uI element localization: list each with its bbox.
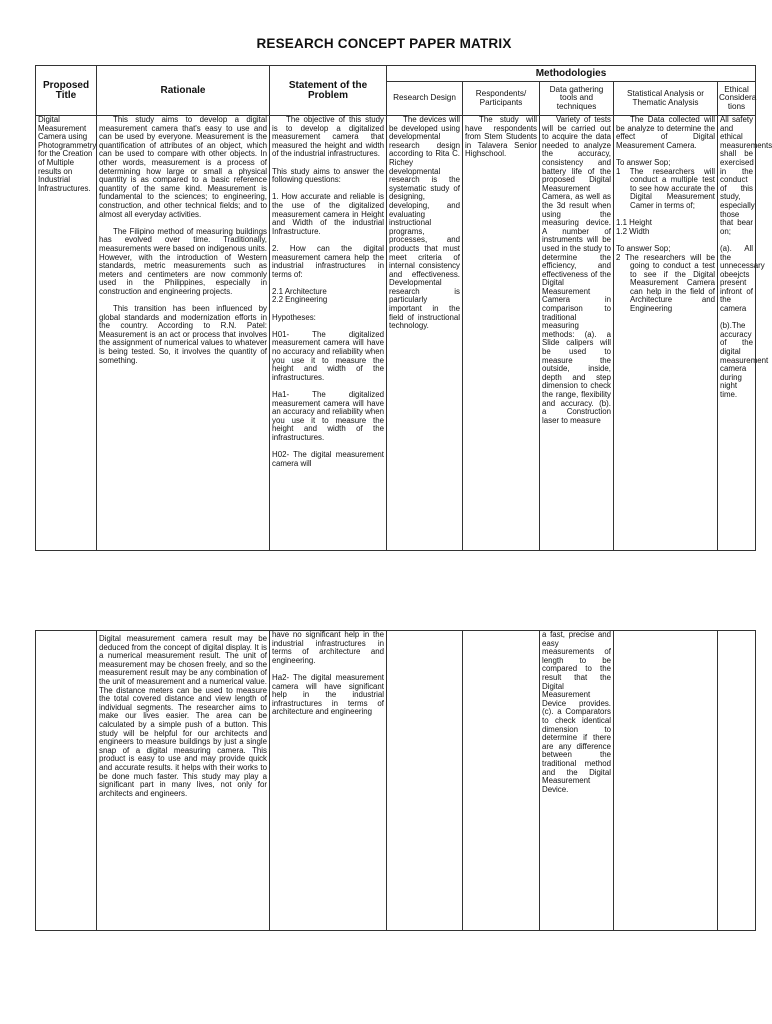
document-title: RESEARCH CONCEPT PAPER MATRIX bbox=[256, 36, 512, 51]
research-design-cell-2 bbox=[387, 631, 463, 931]
rationale-paragraph-1: This study aims to develop a digital measurement camera that's easy to use and can be used by everyone. Measurement is the quantification of attributes of an object, which can be used to compare with other objects. In other words, measurement is a process of determining how large or small a physical quantity is as compared to a basic reference quantity of the same kind. Measurement is fundamental to the sciences; to engineering, construction, and other technical fields; and to almost all everyday activities. bbox=[99, 115, 267, 219]
ethical-paragraph-2: (a). All the unnecessary obeejcts present infront of the camera bbox=[720, 243, 765, 314]
header-respondents: Respondents/ Participants bbox=[463, 82, 540, 116]
statistical-item-1: 1 The researchers will conduct a multiple test to see how accurate the Digital Measurement Camer in terms of; bbox=[616, 166, 715, 210]
header-research-design: Research Design bbox=[387, 82, 463, 116]
hypothesis-h02-continued: have no significant help in the industrial infrastructures in terms of architecture and engineering. bbox=[272, 630, 384, 665]
statistical-sop-2: To answer Sop; bbox=[616, 243, 671, 253]
header-proposed-title: Proposed Title bbox=[36, 66, 97, 116]
statement-question-2: 2. How can the digital measurement camera help the industrial infrastructures in terms of: bbox=[272, 243, 384, 279]
rationale-continued: Digital measurement camera result may be deduced from the concept of digital display. It is a numerical measurement result. The unit of measurement may be chosen freely, and so the measurement result may be any combination of the unit of measurement and a numerical value. The distance meters can be used to measure the total covered distance and view length of individual segments. The researcher aims to make our lives easier. The area can be calculated by a simple push of a button. This study will be helpful for our architects and engineers to measure buildings by just a single snap of a digital measuring camera. This product is easy to use and may provide quick and accurate results. it helps with their works to be done much faster. This study may play a significant part in many lives, not only for architects and engineers. bbox=[99, 634, 267, 798]
proposed-title-cell bbox=[36, 116, 97, 551]
ethical-paragraph-3: (b).The accuracy of the digital measurement camera during night time. bbox=[720, 321, 769, 399]
statistical-intro: The Data collected will be analyze to determine the effect of Digital Measurement Camera. bbox=[616, 115, 715, 150]
hypotheses-label: Hypotheses: bbox=[272, 312, 316, 322]
hypothesis-h01: H01- The digitalized measurement camera will have no accuracy and reliability when you use it to measure the height and width of the infrastructures. bbox=[272, 329, 384, 382]
proposed-title-cell-2 bbox=[36, 631, 97, 931]
research-design-text: The devices will be developed using developmental research design according to Rita C. Richey developmental research is the systematic study of designing, developing, and evaluating instructional programs, processes, and products that must meet criteria of internal consistency and effectiveness. Developmental research is particularly important in the field of instructional technology. bbox=[389, 115, 460, 331]
proposed-title-text: Digital Measurement Camera using Photogrammetry for the Creation of Multiple results on Industrial Infrastructures. bbox=[38, 115, 97, 193]
research-design-cell bbox=[387, 116, 463, 551]
data-gathering-text: Variety of tests will be carried out to acquire the data needed to analyze the accuracy, consistency and battery life of the proposed Digital Measurement Camera, as well as the 3d result when using the measuring device. A number of instruments will be used in the study to determine the efficiency, and effectiveness of the Digital Measurement Camera in comparison to traditional measuring methods: (a). a Slide calipers will be used to measure the outside, inside, depth and step dimension to check the range, flexibility and accuracy. (b). a Construction laser to measure bbox=[542, 115, 611, 425]
statistical-sub-height: 1.1 Height bbox=[616, 218, 652, 228]
statement-cell bbox=[270, 116, 387, 551]
hypothesis-ha2: Ha2- The digital measurement camera will have significant help in the industrial infrastructures in terms of architecture and engineering bbox=[272, 672, 384, 717]
statement-question-1: 1. How accurate and reliable is the use of the digitalized measurement camera in Height and Width of the industrial Infrastructure. bbox=[272, 192, 384, 236]
hypothesis-ha1: Ha1- The digitalized measurement camera will have an accuracy and reliability when you use it to measure the height and width of the infrastructures. bbox=[272, 390, 384, 442]
data-gathering-continued: a fast, precise and easy measurements of length to be compared to the result that the Digital Measurement Device provides. (c). a Comparators to check identical dimension to determine if there are any difference between the traditional method and the Digital Measurement Device. bbox=[542, 630, 611, 794]
header-methodologies: Methodologies bbox=[387, 66, 756, 82]
rationale-paragraph-2: The Filipino method of measuring buildings has evolved over time. Traditionally, measurements were based on indigenous units. However, with the introduction of Western standards, metric measurements such as meters and centimeters are now commonly used in the Philippines, especially in construction and engineering projects. bbox=[99, 226, 267, 296]
data-gathering-cell bbox=[540, 116, 614, 551]
hypothesis-h02: H02- The digital measurement camera will bbox=[272, 450, 384, 468]
rationale-cell bbox=[97, 116, 270, 551]
statement-question-2-items: 2.1 Architecture 2.2 Engineering bbox=[272, 286, 328, 305]
statement-questions-intro: This study aims to answer the following questions: bbox=[272, 166, 384, 185]
matrix-table-page-2 bbox=[35, 630, 756, 931]
respondents-cell-2 bbox=[463, 631, 540, 931]
header-statement: Statement of the Problem bbox=[270, 66, 387, 116]
header-statistical: Statistical Analysis or Thematic Analysis bbox=[614, 82, 718, 116]
rationale-cell-2 bbox=[97, 631, 270, 931]
respondents-cell bbox=[463, 116, 540, 551]
matrix-table-page-1 bbox=[35, 65, 772, 551]
statistical-cell-2 bbox=[614, 631, 718, 931]
ethical-cell bbox=[718, 115, 772, 551]
statistical-sop-1: To answer Sop; bbox=[616, 157, 671, 167]
header-ethical: Ethical Considera tions bbox=[718, 82, 756, 116]
statistical-cell bbox=[614, 116, 718, 551]
statistical-sub-width: 1.2 Width bbox=[616, 226, 650, 236]
data-gathering-cell-2 bbox=[540, 631, 614, 931]
statement-cell-2 bbox=[270, 631, 387, 931]
statistical-item-2: 2 The researchers will be going to conduct a test to see if the Digital Measurement Camera can help in the field of Architecture and Engineering bbox=[616, 252, 715, 314]
ethical-cell-2 bbox=[718, 631, 756, 931]
header-data-gathering: Data gathering tools and techniques bbox=[540, 82, 614, 116]
rationale-paragraph-3: This transition has been influenced by global standards and modernization efforts in the country. According to R.N. Patel: Measurement is an act or process that involves the assignment of numerical values to whatever is being tested. So, it involves the quantity of something. bbox=[99, 304, 267, 365]
respondents-text: The study will have respondents from Stem Students in Talavera Senior Highschool. bbox=[465, 115, 537, 159]
statement-objective: The objective of this study is to develop a digitalized measurement camera that measured the height and width of the industrial infrastructures. bbox=[272, 115, 384, 159]
ethical-paragraph-1: All safety and ethical measurements shall be exercised in the conduct of this study, especially those that bear on; bbox=[720, 115, 772, 236]
header-rationale: Rationale bbox=[97, 66, 270, 116]
